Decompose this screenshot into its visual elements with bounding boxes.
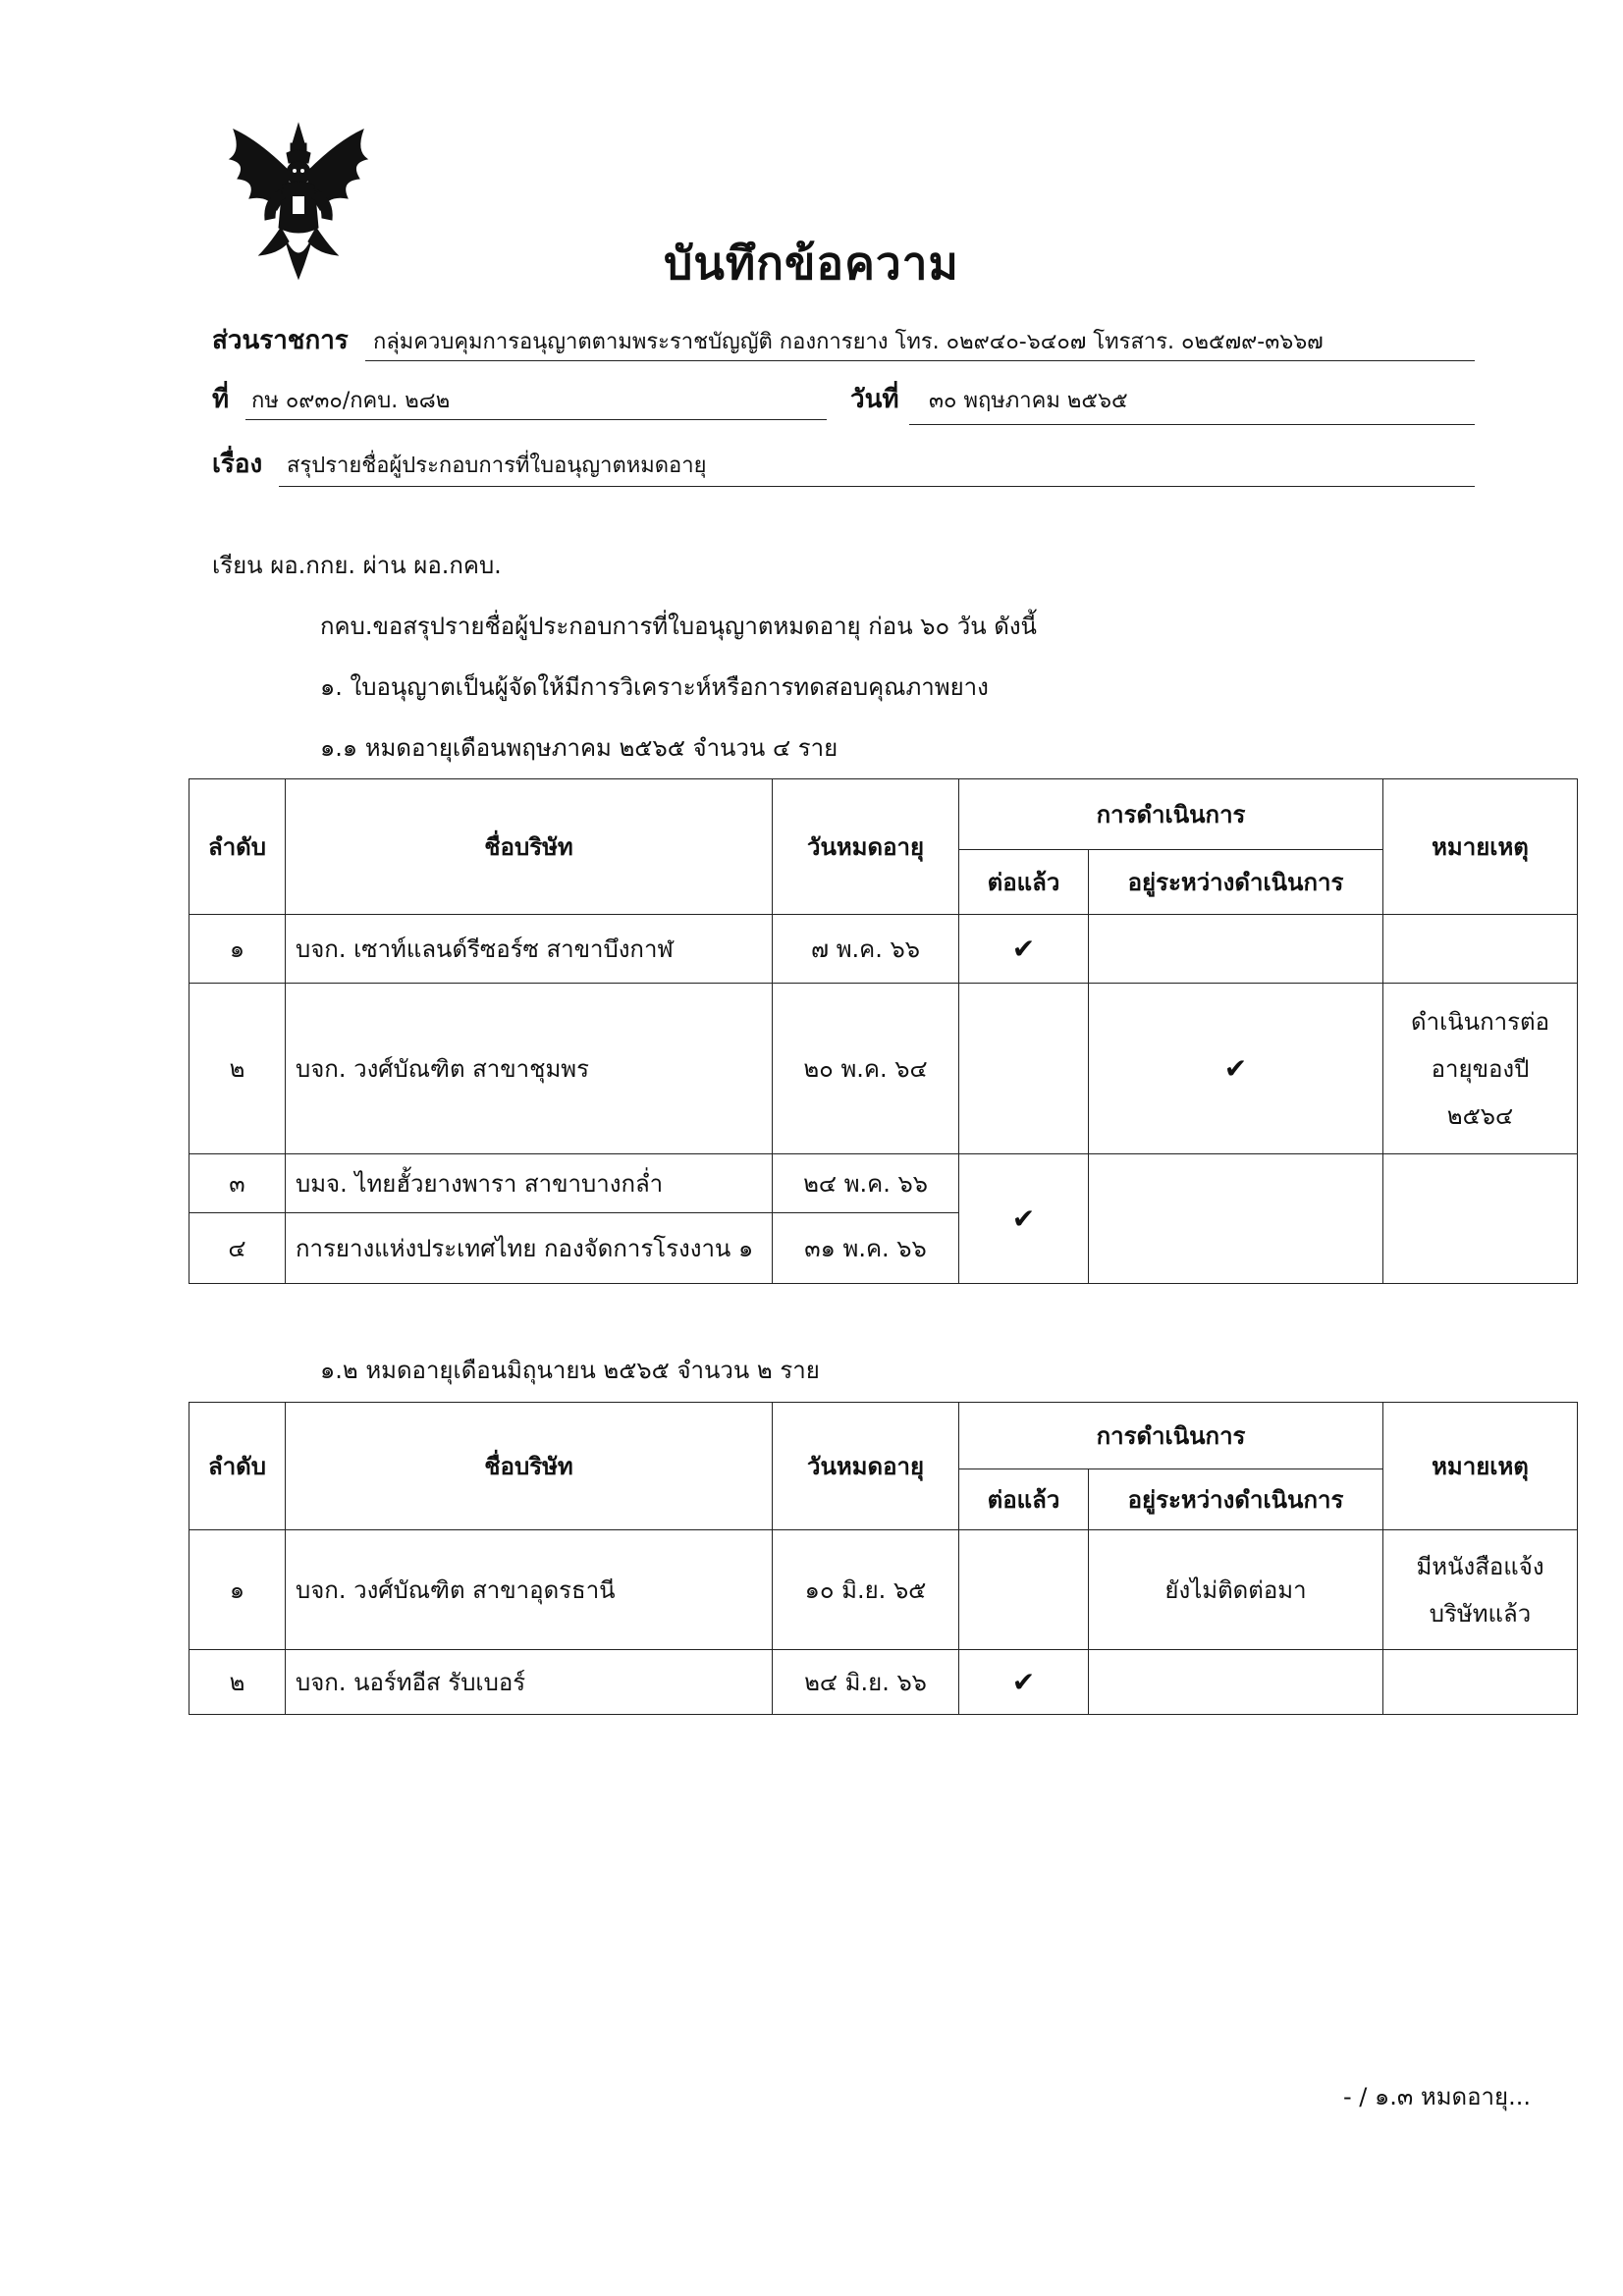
header-company: ชื่อบริษัท: [286, 779, 773, 915]
row-expiry: ๒๔ มิ.ย. ๖๖: [773, 1650, 959, 1715]
row-company: บจก. เซาท์แลนด์รีซอร์ซ สาขาบึงกาฬ: [286, 915, 773, 984]
date-value: ๓๐ พฤษภาคม ๒๕๖๕: [929, 389, 1128, 413]
table-row: [189, 915, 1578, 984]
row-company: บมจ. ไทยฮั้วยางพารา สาขาบางกล่ำ: [286, 1154, 773, 1213]
document-title: บันทึกข้อความ: [664, 237, 959, 290]
ref-underline: [245, 419, 827, 420]
ref-value: กษ ๐๙๓๐/กคบ. ๒๘๒: [251, 389, 451, 413]
continuation-note: - / ๑.๓ หมดอายุ...: [1343, 2083, 1531, 2110]
row-no: ๑: [189, 915, 286, 984]
agency-label: ส่วนราชการ: [212, 326, 349, 355]
remark-line: ๒๕๖๔: [1446, 1101, 1514, 1130]
header-no: ลำดับ: [189, 1403, 286, 1530]
row-company: บจก. วงศ์บัณฑิต สาขาอุดรธานี: [286, 1530, 773, 1650]
intro-paragraph: กคบ.ขอสรุปรายชื่อผู้ประกอบการที่ใบอนุญาตหมดอายุ ก่อน ๖๐ วัน ดังนี้: [320, 613, 1037, 640]
row-remark: [1383, 915, 1578, 984]
header-remark: หมายเหตุ: [1383, 779, 1578, 915]
header-company: ชื่อบริษัท: [286, 1403, 773, 1530]
subject-underline: [279, 486, 1475, 487]
header-expiry: วันหมดอายุ: [773, 779, 959, 915]
row-expiry: ๒๐ พ.ค. ๖๔: [773, 984, 959, 1154]
renewed-check-icon: ✔: [959, 1154, 1089, 1284]
table-may-expiry: [189, 778, 1578, 1284]
agency-value: กลุ่มควบคุมการอนุญาตตามพระราชบัญญัติ กองการยาง โทร. ๐๒๙๔๐-๖๔๐๗ โทรสาร. ๐๒๕๗๙-๓๖๖๗: [373, 330, 1324, 354]
row-remark: [1383, 1530, 1578, 1650]
renewed-check-icon: ✔: [959, 915, 1089, 984]
header-in-progress: อยู่ระหว่างดำเนินการ: [1089, 850, 1383, 915]
row-no: ๒: [189, 984, 286, 1154]
row-company: การยางแห่งประเทศไทย กองจัดการโรงงาน ๑: [286, 1213, 773, 1284]
in-progress-check-icon: ✔: [1089, 984, 1383, 1154]
remark-line: บริษัทแล้ว: [1429, 1599, 1532, 1628]
row-in-progress: ยังไม่ติดต่อมา: [1089, 1530, 1383, 1650]
date-label: วันที่: [850, 385, 899, 414]
row-company: บจก. วงศ์บัณฑิต สาขาชุมพร: [286, 984, 773, 1154]
header-remark: หมายเหตุ: [1383, 1403, 1578, 1530]
row-expiry: ๑๐ มิ.ย. ๖๕: [773, 1530, 959, 1650]
remark-line: มีหนังสือแจ้ง: [1416, 1552, 1544, 1580]
row-renewed: [959, 1530, 1089, 1650]
salutation: เรียน ผอ.กกย. ผ่าน ผอ.กคบ.: [212, 552, 502, 579]
renewed-check-icon: ✔: [959, 1650, 1089, 1715]
row-remark: [1383, 1650, 1578, 1715]
header-renewed: ต่อแล้ว: [959, 1469, 1089, 1530]
agency-underline: [365, 360, 1475, 361]
row-no: ๔: [189, 1213, 286, 1284]
row-no: ๑: [189, 1530, 286, 1650]
table-june-expiry: [189, 1402, 1578, 1715]
header-in-progress: อยู่ระหว่างดำเนินการ: [1089, 1469, 1383, 1530]
ref-label: ที่: [212, 385, 230, 414]
table-row: [189, 1650, 1578, 1715]
row-in-progress: [1089, 1650, 1383, 1715]
header-expiry: วันหมดอายุ: [773, 1403, 959, 1530]
row-remark: [1383, 1154, 1578, 1284]
row-renewed: [959, 984, 1089, 1154]
subject-label: เรื่อง: [212, 450, 263, 479]
date-underline: [909, 424, 1475, 425]
header-no: ลำดับ: [189, 779, 286, 915]
table-row: [189, 984, 1578, 1154]
section-1-heading: ๑.๑ หมดอายุเดือนพฤษภาคม ๒๕๖๕ จำนวน ๔ ราย: [320, 734, 839, 762]
row-expiry: ๒๔ พ.ค. ๖๖: [773, 1154, 959, 1213]
header-action: การดำเนินการ: [959, 1403, 1383, 1469]
row-remark: [1383, 984, 1578, 1154]
row-expiry: ๓๑ พ.ค. ๖๖: [773, 1213, 959, 1284]
remark-line: ดำเนินการต่อ: [1411, 1007, 1549, 1036]
table-row: [189, 1154, 1578, 1213]
row-company: บจก. นอร์ทอีส รับเบอร์: [286, 1650, 773, 1715]
header-action: การดำเนินการ: [959, 779, 1383, 850]
row-in-progress: [1089, 915, 1383, 984]
row-in-progress: [1089, 1154, 1383, 1284]
item-1: ๑. ใบอนุญาตเป็นผู้จัดให้มีการวิเคราะห์หรือการทดสอบคุณภาพยาง: [320, 673, 989, 701]
table-row: [189, 1530, 1578, 1650]
remark-line: อายุของปี: [1431, 1054, 1530, 1083]
row-no: ๒: [189, 1650, 286, 1715]
row-expiry: ๗ พ.ค. ๖๖: [773, 915, 959, 984]
header-renewed: ต่อแล้ว: [959, 850, 1089, 915]
subject-value: สรุปรายชื่อผู้ประกอบการที่ใบอนุญาตหมดอายุ: [287, 454, 707, 478]
row-no: ๓: [189, 1154, 286, 1213]
section-2-heading: ๑.๒ หมดอายุเดือนมิถุนายน ๒๕๖๕ จำนวน ๒ ราย: [320, 1357, 820, 1384]
